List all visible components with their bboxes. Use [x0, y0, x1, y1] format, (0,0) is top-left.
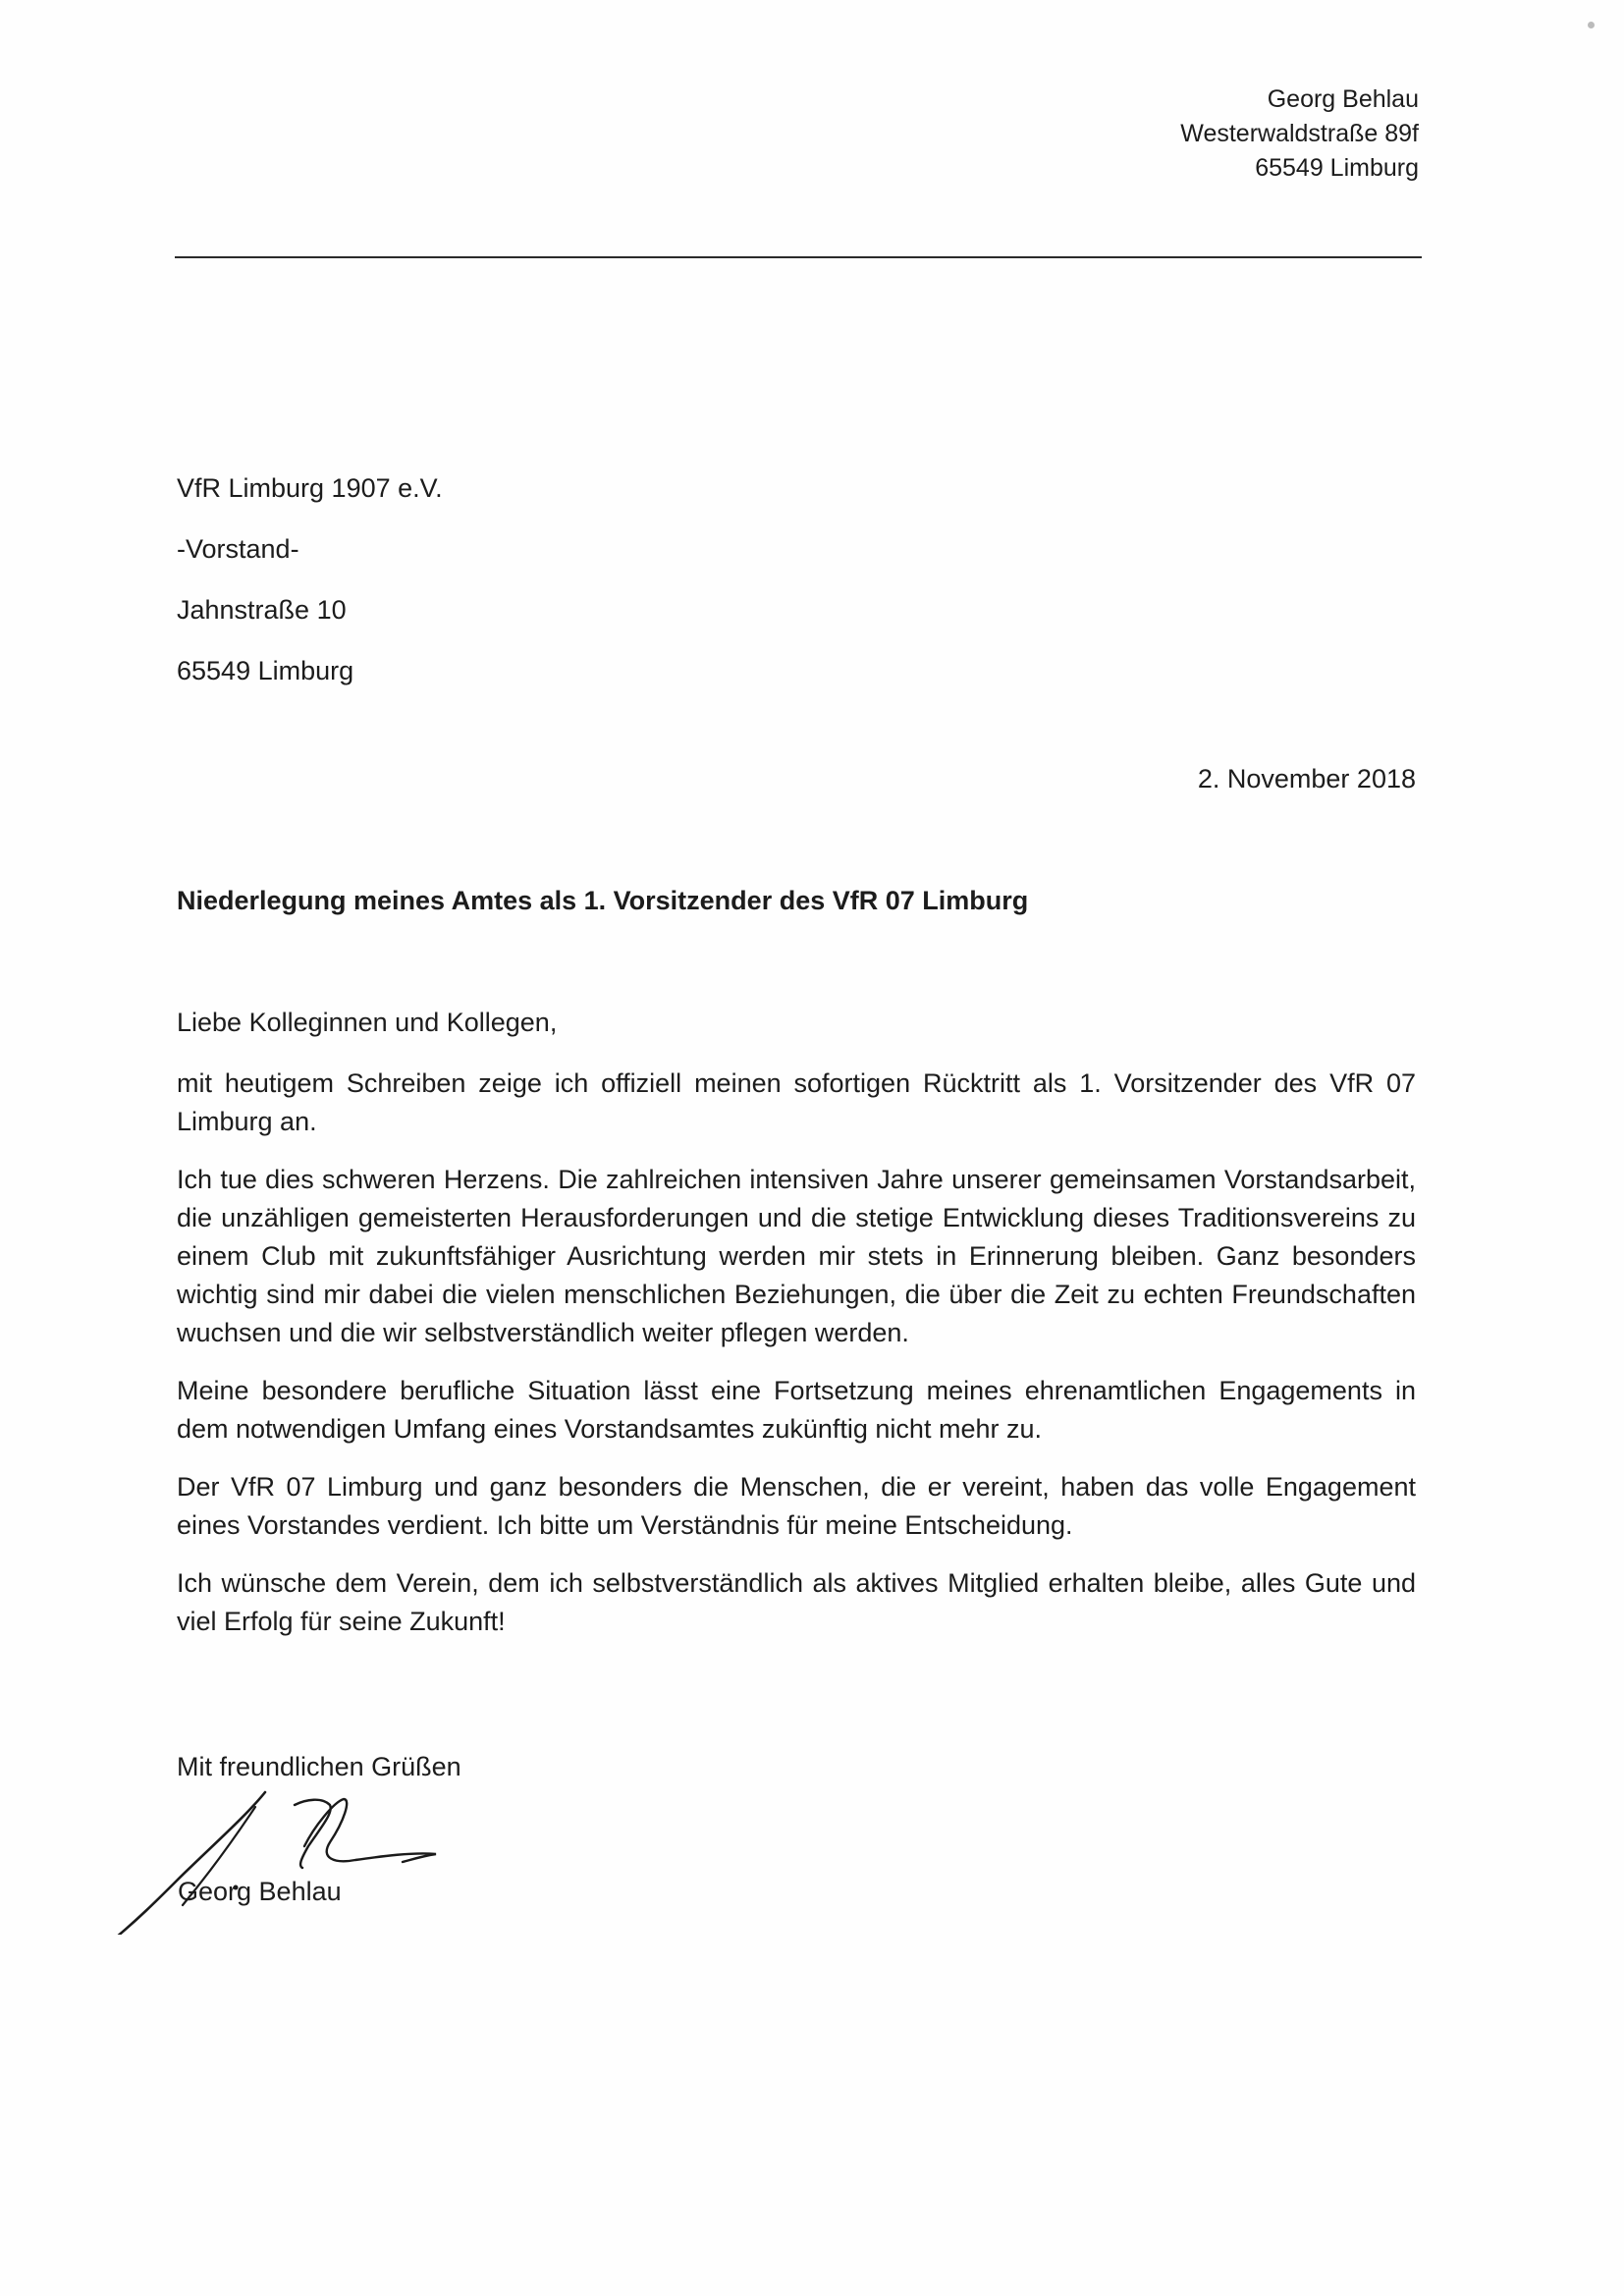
recipient-street: Jahnstraße 10	[177, 595, 347, 625]
sender-city: 65549 Limburg	[1255, 154, 1419, 182]
body-paragraph: mit heutigem Schreiben zeige ich offiziell meinen sofortigen Rücktritt als 1. Vorsitzender des VfR 07 Limburg an.	[177, 1068, 1416, 1136]
recipient-address	[177, 458, 443, 701]
recipient-department: -Vorstand-	[177, 534, 299, 564]
scan-speck	[1588, 22, 1595, 28]
header-divider	[175, 256, 1422, 258]
sender-address	[1180, 82, 1419, 186]
body-paragraph: Ich tue dies schweren Herzens. Die zahlreichen intensiven Jahre unserer gemeinsamen Vorstandsarbeit, die unzähligen gemeisterten Herausforderungen und die stetige Entwicklung dieses Traditionsvereins zu einem Club mit zukunftsfähiger Ausrichtung werden mir stets in Erinnerung bleiben. Ganz besonders wichtig sind mir dabei die vielen menschlichen Beziehungen, die über die Zeit zu echten Freundschaften wuchsen und die wir selbstverständlich weiter pflegen werden.	[177, 1165, 1416, 1347]
recipient-city: 65549 Limburg	[177, 656, 354, 685]
handwritten-signature	[98, 1777, 452, 1935]
body-paragraph: Meine besondere berufliche Situation lässt eine Fortsetzung meines ehrenamtlichen Engagements in dem notwendigen Umfang eines Vorstandsamtes zukünftig nicht mehr zu.	[177, 1376, 1416, 1444]
closing-phrase: Mit freundlichen Grüßen	[177, 1752, 461, 1781]
letter-date: 2. November 2018	[1197, 764, 1416, 793]
sender-name: Georg Behlau	[1267, 85, 1419, 113]
body-paragraph: Der VfR 07 Limburg und ganz besonders die Menschen, die er vereint, haben das volle Engagement eines Vorstandes verdient. Ich bitte um Verständnis für meine Entscheidung.	[177, 1472, 1416, 1540]
letter-subject: Niederlegung meines Amtes als 1. Vorsitzender des VfR 07 Limburg	[177, 886, 1029, 915]
sender-street: Westerwaldstraße 89f	[1180, 120, 1419, 147]
body-paragraph: Ich wünsche dem Verein, dem ich selbstverständlich als aktives Mitglied erhalten bleibe, alles Gute und viel Erfolg für seine Zukunft!	[177, 1568, 1416, 1636]
salutation: Liebe Kolleginnen und Kollegen,	[177, 1008, 558, 1037]
recipient-organization: VfR Limburg 1907 e.V.	[177, 473, 443, 503]
letter-body	[177, 1065, 1416, 1661]
signer-name: Georg Behlau	[178, 1877, 342, 1906]
